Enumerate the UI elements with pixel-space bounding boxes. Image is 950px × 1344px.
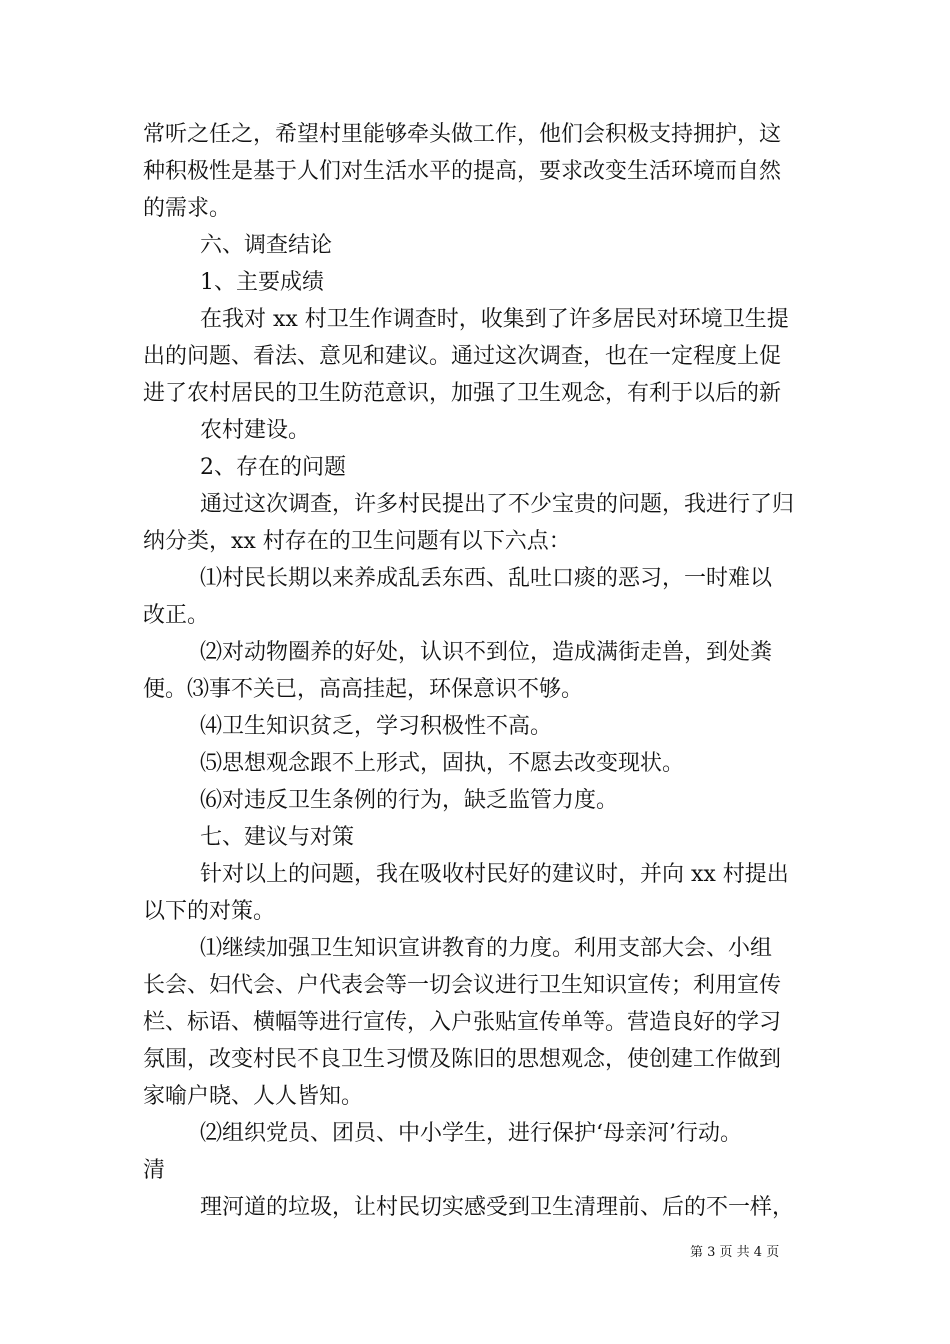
subsection-heading: 2、存在的问题 xyxy=(200,455,346,480)
list-item: ⑷卫生知识贫乏，学习积极性不高。 xyxy=(200,714,553,739)
page-number: 第 3 页 共 4 页 xyxy=(690,1245,780,1260)
body-line: 栏、标语、横幅等进行宣传，入户张贴宣传单等。营造良好的学习 xyxy=(143,1010,782,1035)
subsection-heading: 1、主要成绩 xyxy=(200,270,324,295)
body-line: 农村建设。 xyxy=(200,418,311,443)
list-item: ⑵组织党员、团员、中小学生，进行保护‘母亲河’行动。 xyxy=(200,1121,742,1146)
section-heading: 七、建议与对策 xyxy=(200,825,355,850)
body-line: 出的问题、看法、意见和建议。通过这次调查，也在一定程度上促 xyxy=(143,344,782,369)
body-line: 长会、妇代会、户代表会等一切会议进行卫生知识宣传；利用宣传 xyxy=(143,973,782,998)
body-line: 氛围，改变村民不良卫生习惯及陈旧的思想观念，使创建工作做到 xyxy=(143,1047,782,1072)
body-line: 以下的对策。 xyxy=(143,899,276,924)
body-line: 改正。 xyxy=(143,603,210,628)
list-item: 便。⑶事不关已，高高挂起，环保意识不够。 xyxy=(143,677,584,702)
body-line: 在我对 xx 村卫生作调查时，收集到了许多居民对环境卫生提 xyxy=(200,307,789,332)
list-item: ⑴继续加强卫生知识宣讲教育的力度。利用支部大会、小组 xyxy=(200,936,773,961)
body-line: 理河道的垃圾，让村民切实感受到卫生清理前、后的不一样， xyxy=(200,1195,795,1220)
body-line: 的需求。 xyxy=(143,196,232,221)
body-line: 针对以上的问题，我在吸收村民好的建议时，并向 xx 村提出 xyxy=(200,862,789,887)
list-item: ⑸思想观念跟不上形式，固执，不愿去改变现状。 xyxy=(200,751,685,776)
body-line: 通过这次调查，许多村民提出了不少宝贵的问题，我进行了归 xyxy=(200,492,795,517)
body-line: 清 xyxy=(143,1158,166,1183)
body-line: 常听之任之，希望村里能够牵头做工作，他们会积极支持拥护，这 xyxy=(143,122,782,147)
body-line: 家喻户晓、人人皆知。 xyxy=(143,1084,364,1109)
list-item: ⑴村民长期以来养成乱丢东西、乱吐口痰的恶习，一时难以 xyxy=(200,566,773,591)
list-item: ⑹对违反卫生条例的行为，缺乏监管力度。 xyxy=(200,788,619,813)
body-line: 种积极性是基于人们对生活水平的提高，要求改变生活环境而自然 xyxy=(143,159,782,184)
list-item: ⑵对动物圈养的好处，认识不到位，造成满街走兽，到处粪 xyxy=(200,640,773,665)
section-heading: 六、调查结论 xyxy=(200,233,333,258)
body-line: 进了农村居民的卫生防范意识，加强了卫生观念，有利于以后的新 xyxy=(143,381,782,406)
body-line: 纳分类，xx 村存在的卫生问题有以下六点： xyxy=(143,529,571,554)
